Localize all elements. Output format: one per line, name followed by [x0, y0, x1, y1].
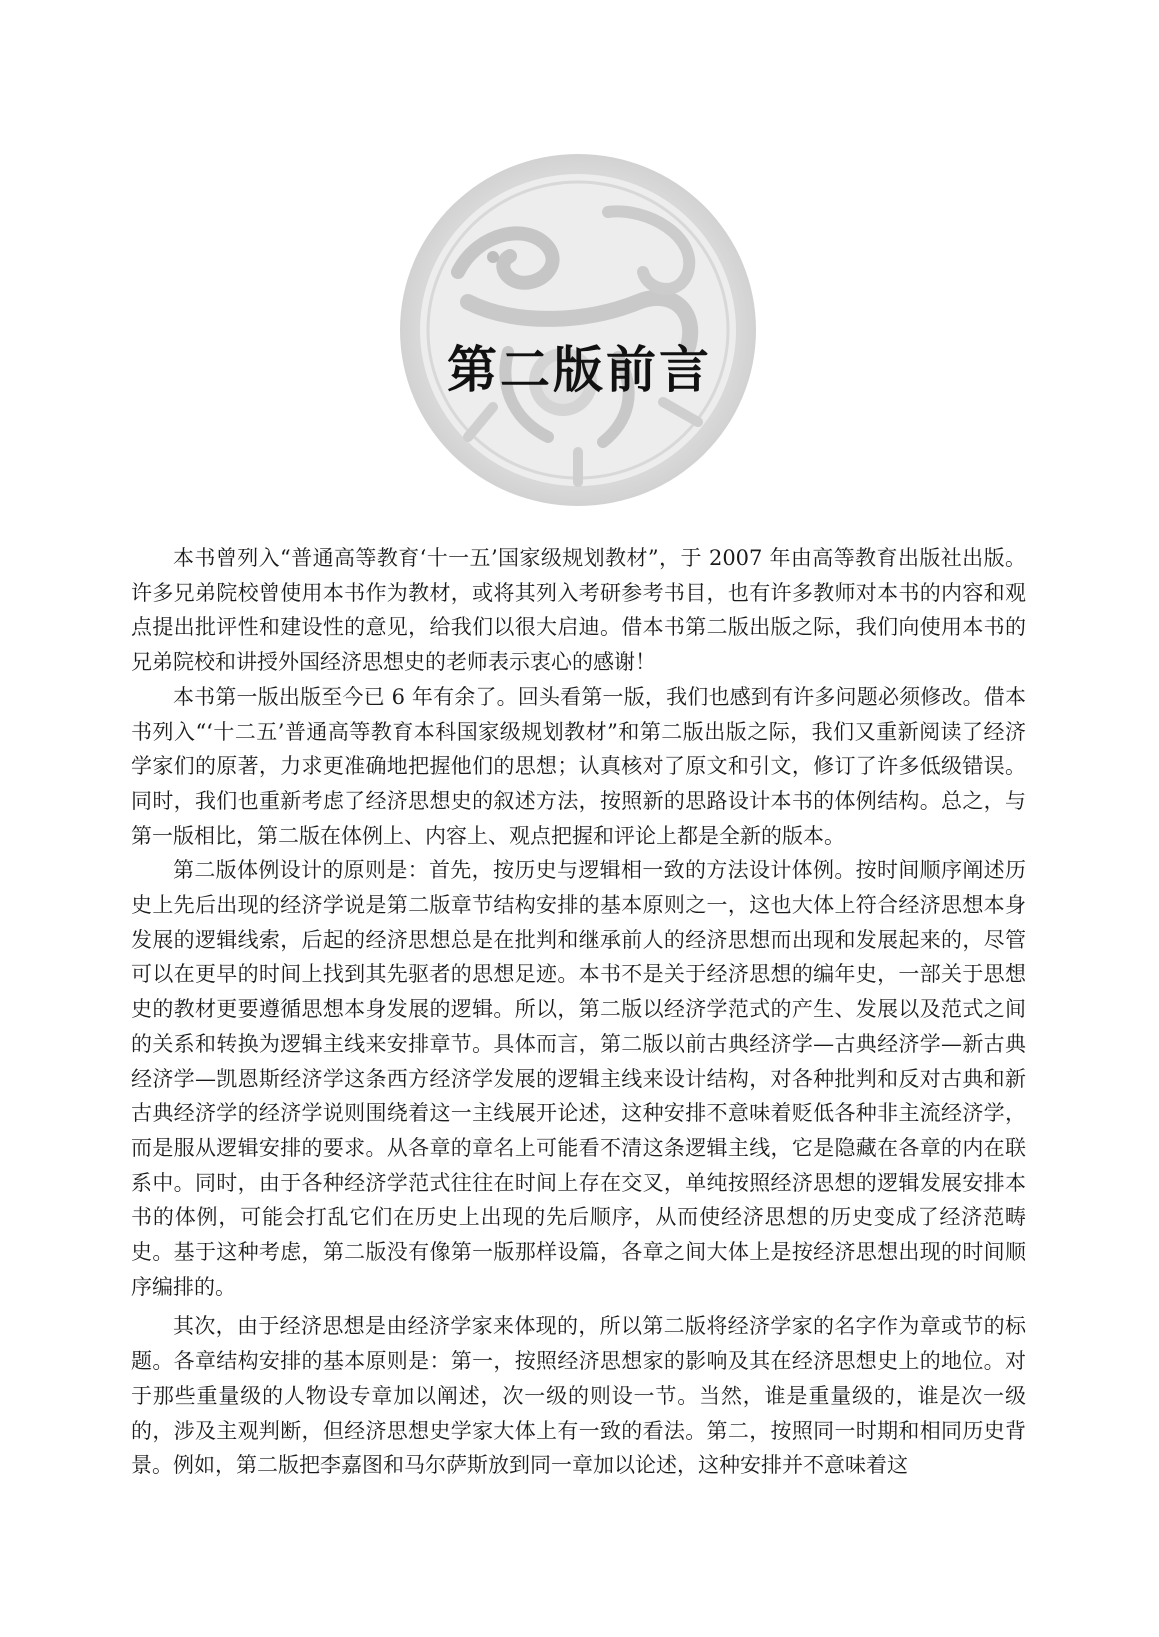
paragraph-4: 其次，由于经济思想是由经济学家来体现的，所以第二版将经济学家的名字作为章或节的标题。各章结构安排的基本原则是：第一，按照经济思想家的影响及其在经济思想史上的地位。对于那些重量级的人物设专章加以阐述，次一级的则设一节。当然，谁是重量级的，谁是次一级的，涉及主观判断，但经济思想史学家大体上有一致的看法。第二，按照同一时期和相同历史背景。例如，第二版把李嘉图和马尔萨斯放到同一章加以论述，这种安排并不意味着这	[131, 1314, 1026, 1478]
paragraph-3: 第二版体例设计的原则是：首先，按历史与逻辑相一致的方法设计体例。按时间顺序阐述历史上先后出现的经济学说是第二版章节结构安排的基本原则之一，这也大体上符合经济思想本身发展的逻辑线索，后起的经济思想总是在批判和继承前人的经济思想而出现和发展起来的，尽管可以在更早的时间上找到其先驱者的思想足迹。本书不是关于经济思想的编年史，一部关于思想史的教材更要遵循思想本身发展的逻辑。所以，第二版以经济学范式的产生、发展以及范式之间的关系和转换为逻辑主线来安排章节。具体而言，第二版以前古典经济学—古典经济学—新古典经济学—凯恩斯经济学这条西方经济学发展的逻辑主线来设计结构，对各种批判和反对古典和新古典经济学的经济学说则围绕着这一主线展开论述，这种安排不意味着贬低各种非主流经济学，而是服从逻辑安排的要求。从各章的章名上可能看不清这条逻辑主线，它是隐藏在各章的内在联系中。同时，由于各种经济学范式往往在时间上存在交叉，单纯按照经济思想的逻辑发展安排本书的体例，可能会打乱它们在历史上出现的先后顺序，从而使经济思想的历史变成了经济范畴史。基于这种考虑，第二版没有像第一版那样设篇，各章之间大体上是按经济思想出现的时间顺序编排的。	[131, 858, 1026, 1299]
preface-body	[131, 541, 1026, 1483]
page-title: 第二版前言	[447, 341, 712, 399]
paragraph-1: 本书曾列入“普通高等教育‘十一五’国家级规划教材”，于 2007 年由高等教育出版社出版。许多兄弟院校曾使用本书作为教材，或将其列入考研参考书目，也有许多教师对本书的内容和观点提出批评性和建设性的意见，给我们以很大启迪。借本书第二版出版之际，我们向使用本书的兄弟院校和讲授外国经济思想史的老师表示衷心的感谢！	[131, 546, 1026, 675]
paragraph-2: 本书第一版出版至今已 6 年有余了。回头看第一版，我们也感到有许多问题必须修改。借本书列入“‘十二五’普通高等教育本科国家级规划教材”和第二版出版之际，我们又重新阅读了经济学家们的原著，力求更准确地把握他们的思想；认真核对了原文和引文，修订了许多低级错误。同时，我们也重新考虑了经济思想史的叙述方法，按照新的思路设计本书的体例结构。总之，与第一版相比，第二版在体例上、内容上、观点把握和评论上都是全新的版本。	[131, 684, 1026, 848]
